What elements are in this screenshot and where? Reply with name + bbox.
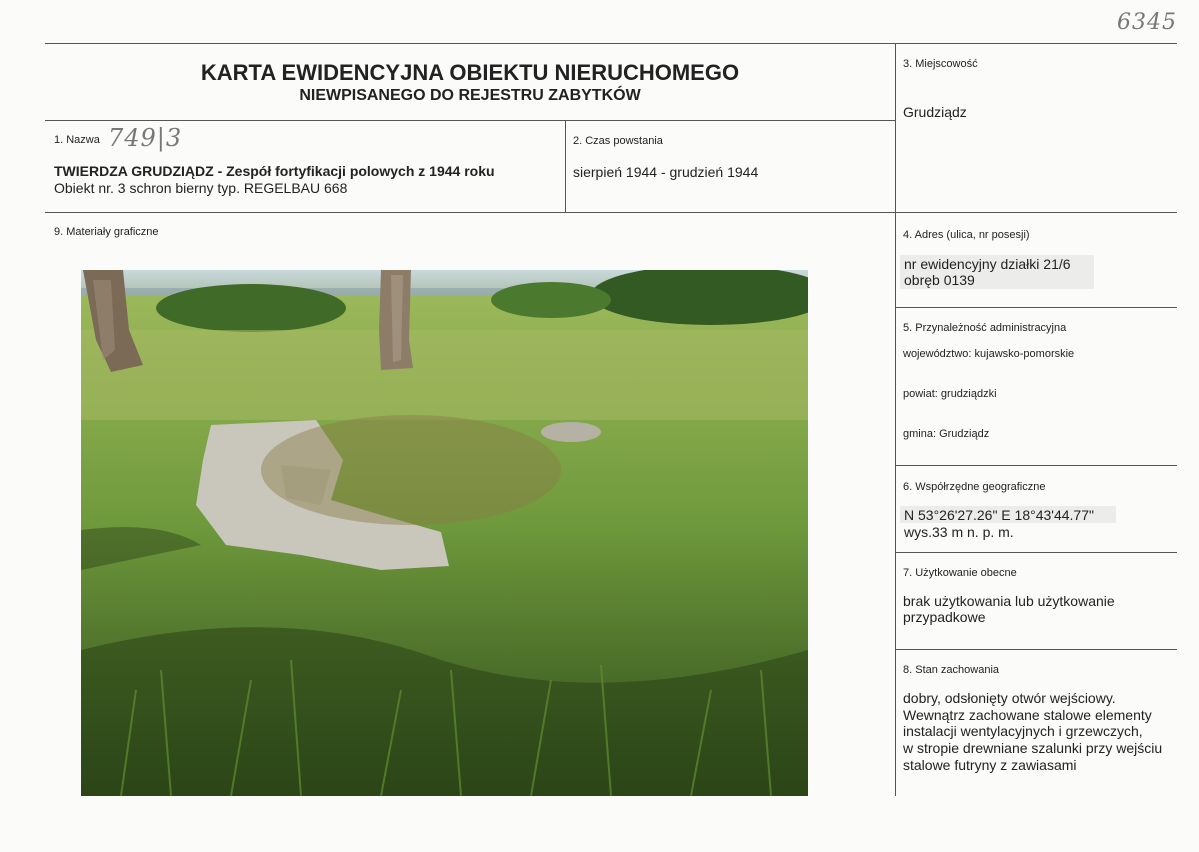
field-label-nazwa: 1. Nazwa — [54, 134, 100, 146]
field-value-uzytkowanie-line1: brak użytkowania lub użytkowanie — [903, 593, 1115, 609]
site-photo — [81, 270, 808, 796]
field-label-stan: 8. Stan zachowania — [903, 664, 1000, 676]
field-value-adres-line2: obręb 0139 — [904, 272, 975, 288]
field-label-materialy: 9. Materiały graficzne — [54, 226, 159, 238]
field-value-gmina: gmina: Grudziądz — [903, 428, 990, 440]
divider-name-row — [45, 212, 1177, 213]
object-description: Obiekt nr. 3 schron bierny typ. REGELBAU 668 — [54, 180, 348, 196]
field-label-uzytkowanie: 7. Użytkowanie obecne — [903, 567, 1017, 579]
divider-right-4 — [895, 649, 1177, 650]
divider-right-1 — [895, 307, 1177, 308]
handwritten-number: 749|3 — [108, 124, 183, 152]
field-value-miejscowosc: Grudziądz — [903, 104, 967, 120]
divider-main-column — [895, 43, 896, 796]
field-label-przynaleznosc: 5. Przynależność administracyjna — [903, 322, 1067, 334]
divider-name-time — [565, 120, 566, 212]
field-value-stan-line4: w stropie drewniane szalunki przy wejściu — [903, 740, 1163, 756]
field-value-stan-line1: dobry, odsłonięty otwór wejściowy. — [903, 690, 1116, 706]
field-value-stan-line3: instalacji wentylacyjnych i grzewczych, — [903, 723, 1143, 739]
field-label-miejscowosc: 3. Miejscowość — [903, 58, 978, 70]
field-value-wojewodztwo: województwo: kujawsko-pomorskie — [903, 348, 1075, 360]
field-value-coords: N 53°26'27.26" E 18°43'44.77" — [904, 507, 1094, 523]
field-value-adres-line1: nr ewidencyjny działki 21/6 — [904, 256, 1071, 272]
archive-number: 6345 — [1117, 10, 1177, 35]
page-title: KARTA EWIDENCYJNA OBIEKTU NIERUCHOMEGO — [200, 60, 740, 85]
field-label-czas: 2. Czas powstania — [573, 135, 663, 147]
field-value-czas: sierpień 1944 - grudzień 1944 — [573, 164, 759, 180]
frame-top-line — [45, 43, 1177, 44]
field-value-altitude: wys.33 m n. p. m. — [904, 524, 1014, 540]
field-value-stan-line2: Wewnątrz zachowane stalowe elementy — [903, 707, 1152, 723]
field-value-uzytkowanie-line2: przypadkowe — [903, 609, 986, 625]
divider-header — [45, 120, 895, 121]
page-subtitle: NIEWPISANEGO DO REJESTRU ZABYTKÓW — [299, 87, 641, 104]
field-value-stan-line5: stalowe futryny z zawiasami — [903, 757, 1077, 773]
divider-right-3 — [895, 552, 1177, 553]
divider-right-2 — [895, 465, 1177, 466]
object-name: TWIERDZA GRUDZIĄDZ - Zespół fortyfikacji polowych z 1944 roku — [54, 163, 495, 179]
field-value-powiat: powiat: grudziądzki — [903, 388, 997, 400]
field-label-wspolrzedne: 6. Współrzędne geograficzne — [903, 481, 1046, 493]
field-label-adres: 4. Adres (ulica, nr posesji) — [903, 229, 1030, 241]
